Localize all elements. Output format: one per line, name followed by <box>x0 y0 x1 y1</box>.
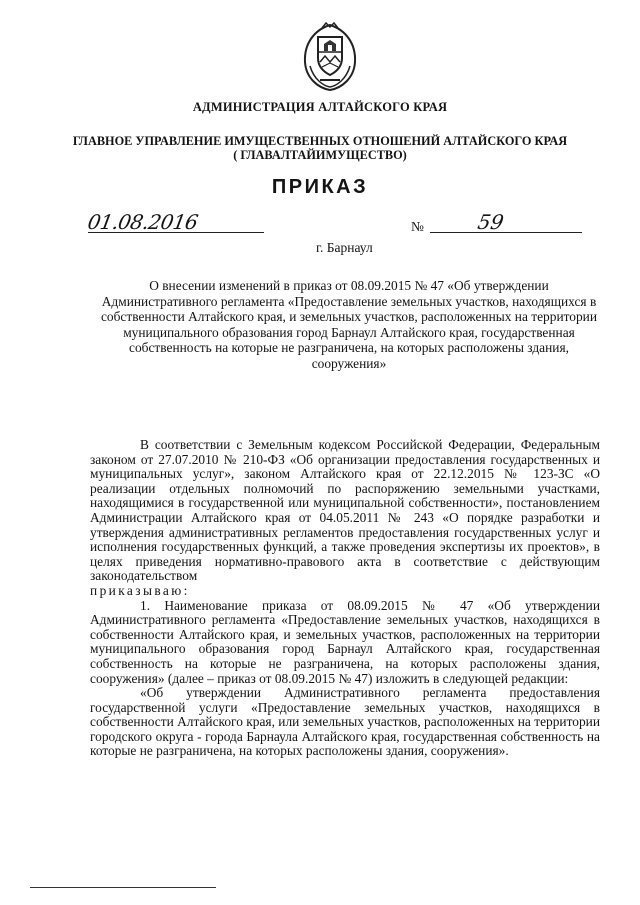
order-date: 01.08.2016 <box>85 210 200 234</box>
department-title <box>0 134 640 162</box>
altai-krai-coat-of-arms-icon <box>300 22 360 92</box>
administration-title: АДМИНИСТРАЦИЯ АЛТАЙСКОГО КРАЯ <box>192 100 448 114</box>
number-underline <box>430 232 582 233</box>
number-sign: № <box>411 219 424 234</box>
order-body <box>90 438 600 759</box>
department-abbreviation: ( ГЛАВАЛТАЙИМУЩЕСТВО) <box>233 148 407 162</box>
preamble-paragraph: В соответствии с Земельным кодексом Российской Федерации, Федеральным законом от 27.07.2010 № 210-ФЗ «Об организации предоставления государственных и муниципальных услуг», законом Алтайского края от 22.12.2015 № 123-ЗС «О реализации отдельных полномочий по распоряжению земельными участками, находящимися в государственной или муниципальной собственности», постановлением Администрации Алтайского края от 04.05.2011 № 243 «О порядке разработки и утверждения административных регламентов предоставления государственных услуг и исполнения государственных функций, а также проведения экспертизы их проектов», в целях приведения нормативно-правового акта в соответствие с действующим законодательством <box>90 437 600 584</box>
department-name: ГЛАВНОЕ УПРАВЛЕНИЕ ИМУЩЕСТВЕННЫХ ОТНОШЕНИЙ АЛТАЙСКОГО КРАЯ <box>72 134 568 148</box>
document-type: ПРИКАЗ <box>271 176 369 198</box>
date-underline <box>88 232 264 233</box>
order-number: 59 <box>475 210 506 234</box>
item-1-quote-paragraph: «Об утверждении Административного регламента предоставления государственной услуги «Предоставление земельных участков, находящихся в собственности Алтайского края, или земельных участков, расположенных на территории городского округа - города Барнаула Алтайского края, государственная собственность на которые не разграничена, на которых расположены здания, сооружения». <box>90 685 600 759</box>
city: г. Барнаул <box>316 240 373 255</box>
item-1-paragraph: 1. Наименование приказа от 08.09.2015 № 47 «Об утверждении Административного регламента «Предоставление земельных участков, находящихся в собственности Алтайского края, и земельных участков, расположенных на территории муниципального образования город Барнаул Алтайского края, государственная собственность на которые не разграничена, на которых расположены здания, сооружения» (далее – приказ от 08.09.2015 № 47) изложить в следующей редакции: <box>90 597 600 686</box>
decree-word: приказываю: <box>90 582 190 598</box>
footnote-separator <box>30 887 216 888</box>
order-subject: О внесении изменений в приказ от 08.09.2015 № 47 «Об утверждении Административного регламента «Предоставление земельных участков, находящихся в собственности Алтайского края, и земельных участков, расположенных на территории муниципального образования город Барнаул Алтайского края, государственная собственность на которые не разграничена, на которых расположены здания, сооружения» <box>100 278 598 371</box>
